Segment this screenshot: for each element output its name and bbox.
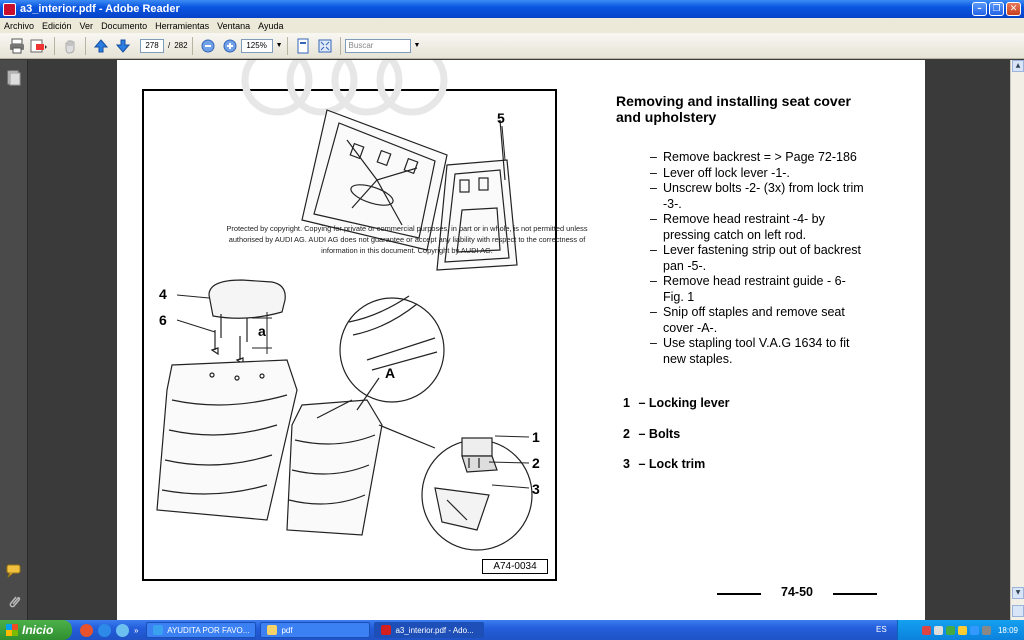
windows-logo-icon xyxy=(6,624,18,636)
legend-number: 3 xyxy=(623,457,630,471)
step-item: – Use stapling tool V.A.G 1634 to fit new staples. xyxy=(650,336,870,367)
zoom-in-icon[interactable] xyxy=(221,37,239,55)
page-footer xyxy=(717,584,877,604)
start-label: Inicio xyxy=(22,623,54,637)
step-item: – Unscrew bolts -2- (3x) from lock trim -3-. xyxy=(650,181,870,212)
scroll-up-icon[interactable]: ▲ xyxy=(1012,60,1024,72)
legend-label: Locking lever xyxy=(648,396,730,410)
legend-number: 1 xyxy=(623,396,630,410)
taskbar xyxy=(0,620,1024,640)
task-label: a3_interior.pdf - Ado... xyxy=(395,625,474,635)
callout-a: a xyxy=(258,323,266,339)
callout-A: A xyxy=(385,365,396,381)
callout-5: 5 xyxy=(497,110,505,126)
toolbar-separator xyxy=(192,37,193,55)
language-indicator[interactable]: ES xyxy=(876,625,887,634)
legend-item-3 xyxy=(623,457,705,471)
comments-icon[interactable] xyxy=(6,564,22,578)
zoom-out-icon[interactable] xyxy=(199,37,217,55)
legend-dash: – xyxy=(638,457,646,471)
legend-dash: – xyxy=(638,396,646,410)
navigation-pane xyxy=(0,60,28,620)
task-label: AYUDITA POR FAVO... xyxy=(167,625,250,635)
tray-icon[interactable] xyxy=(958,626,967,635)
start-button[interactable] xyxy=(0,620,72,640)
task-adobe-reader[interactable] xyxy=(374,622,484,638)
detail-circle-a xyxy=(317,296,444,418)
full-screen-icon[interactable] xyxy=(316,37,334,55)
rear-seat-backrest-right xyxy=(287,400,382,535)
legend-label: Bolts xyxy=(648,427,681,441)
firefox-icon[interactable] xyxy=(80,624,93,637)
email-icon[interactable] xyxy=(30,37,48,55)
task-folder[interactable] xyxy=(260,622,370,638)
pages-icon[interactable] xyxy=(7,70,21,86)
page-number: 74-50 xyxy=(781,585,813,599)
step-item: – Snip off staples and remove seat cover -A-. xyxy=(650,305,870,336)
volume-icon[interactable] xyxy=(934,626,943,635)
menu-archivo[interactable]: Archivo xyxy=(4,20,35,31)
audi-watermark xyxy=(245,60,444,112)
menu-ventana[interactable]: Ventana xyxy=(217,20,251,31)
minimize-button[interactable]: – xyxy=(972,2,987,16)
previous-page-icon[interactable] xyxy=(92,37,110,55)
clock[interactable]: 18:09 xyxy=(997,625,1018,635)
copyright-notice: Protected by copyright. Copying for private or commercial purposes, in part or in whole, is not permitted unless authorised by AUDI AG. AUDI AG does not guarantee or accept any liability with respect to the correctness of information in this document. Copyright by AUDI AG. xyxy=(226,224,588,255)
scroll-down-icon[interactable]: ▼ xyxy=(1012,587,1024,599)
adobe-reader-icon xyxy=(3,3,16,16)
toolbar-separator xyxy=(54,37,55,55)
internet-explorer-icon[interactable] xyxy=(98,624,111,637)
toolbar-separator xyxy=(85,37,86,55)
scroll-thumb[interactable] xyxy=(1012,605,1024,617)
callout-6: 6 xyxy=(159,312,167,328)
page-heading: Removing and installing seat cover and upholstery xyxy=(616,93,851,125)
step-item: – Remove head restraint -4- by pressing catch on left rod. xyxy=(650,212,870,243)
fit-page-icon[interactable] xyxy=(294,37,312,55)
menu-edicion[interactable]: Edición xyxy=(42,20,72,31)
hand-tool-icon[interactable] xyxy=(61,37,79,55)
seat-illustration xyxy=(117,60,557,590)
next-page-icon[interactable] xyxy=(114,37,132,55)
tray-icon[interactable] xyxy=(970,626,979,635)
attachments-icon[interactable] xyxy=(7,594,21,610)
restore-button[interactable]: ❐ xyxy=(989,2,1004,16)
menu-documento[interactable]: Documento xyxy=(101,20,148,31)
legend-item-1 xyxy=(623,396,730,410)
callout-2: 2 xyxy=(532,455,540,471)
step-item: – Remove head restraint guide - 6- Fig. 1 xyxy=(650,274,870,305)
detail-circle-lock xyxy=(379,425,532,550)
step-item: – Lever fastening strip out of backrest pan -5-. xyxy=(650,243,870,274)
search-dropdown-icon[interactable]: ▼ xyxy=(413,42,421,49)
callout-4: 4 xyxy=(159,286,167,302)
task-browser[interactable] xyxy=(146,622,256,638)
legend-label: Lock trim xyxy=(648,457,706,471)
browser-icon xyxy=(153,625,163,635)
close-button[interactable]: ✕ xyxy=(1006,2,1021,16)
window-title: a3_interior.pdf - Adobe Reader xyxy=(20,3,180,15)
pdf-page xyxy=(117,60,925,620)
toolbar xyxy=(0,33,1024,59)
zoom-dropdown-icon[interactable]: ▼ xyxy=(275,42,283,49)
vertical-scrollbar[interactable] xyxy=(1010,60,1024,620)
messenger-icon[interactable] xyxy=(116,624,129,637)
menu-ver[interactable]: Ver xyxy=(79,20,94,31)
quick-launch-more-icon[interactable]: » xyxy=(134,625,139,635)
toolbar-separator xyxy=(340,37,341,55)
figure-id: A74-0034 xyxy=(482,559,548,574)
zoom-input[interactable]: 125% xyxy=(241,39,273,53)
folder-icon xyxy=(267,625,277,635)
head-restraint xyxy=(209,280,285,364)
legend-number: 2 xyxy=(623,427,630,441)
page-number-input[interactable]: 278 xyxy=(140,39,164,53)
step-item: – Remove backrest = > Page 72-186 xyxy=(650,150,870,166)
print-icon[interactable] xyxy=(8,37,26,55)
footer-rule xyxy=(717,593,761,595)
footer-rule xyxy=(833,593,877,595)
tray-icon[interactable] xyxy=(982,626,991,635)
rear-seat-backrest xyxy=(157,360,297,520)
menu-ayuda[interactable]: Ayuda xyxy=(258,20,284,31)
quick-launch xyxy=(80,624,142,637)
page-count: 282 xyxy=(174,41,188,50)
network-icon[interactable] xyxy=(946,626,955,635)
system-tray xyxy=(897,620,1024,640)
title-bar xyxy=(0,0,1024,18)
menu-herramientas[interactable]: Herramientas xyxy=(155,20,210,31)
legend-dash: – xyxy=(638,427,646,441)
adobe-reader-icon xyxy=(381,625,391,635)
task-label: pdf xyxy=(281,625,293,635)
menu-bar xyxy=(0,18,1024,33)
callout-3: 3 xyxy=(532,481,540,497)
search-input[interactable]: Buscar xyxy=(345,39,411,53)
toolbar-separator xyxy=(287,37,288,55)
procedure-steps xyxy=(650,150,870,367)
callout-1: 1 xyxy=(532,429,540,445)
page-separator: / xyxy=(168,41,171,50)
legend-item-2 xyxy=(623,427,680,441)
step-item: – Lever off lock lever -1-. xyxy=(650,166,870,182)
tray-icon[interactable] xyxy=(922,626,931,635)
